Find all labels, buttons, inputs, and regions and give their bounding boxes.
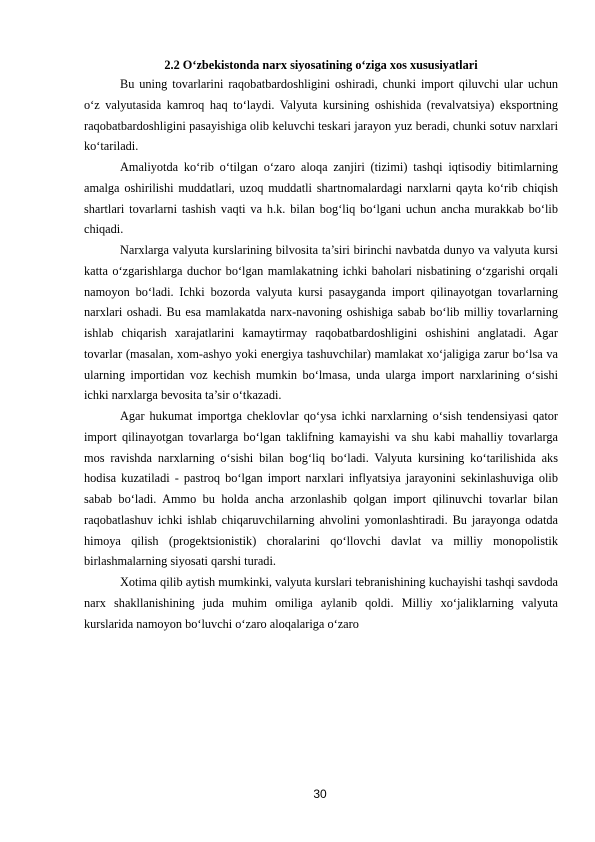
paragraph-1: Bu uning tovarlarini raqobatbardoshligini oshiradi, chunki import qiluvchi ular uchun o‘z valyutasida kamroq haq to‘laydi. Valyuta kursining oshishida (revalvatsiya) eksportning raqobatbardoshligini pasayishiga olib keluvchi teskari jarayon yuz beradi, chunki sotuv narxlari ko‘tariladi. — [84, 77, 558, 154]
paragraph-4: Agar hukumat importga cheklovlar qo‘ysa ichki narxlarning o‘sish tendensiyasi qator import qilinayotgan tovarlarga bo‘lgan taklifning kamayishi va shu kabi mahalliy tovarlarga mos ravishda narxlarning o‘sishi bilan bog‘liq bo‘ladi. Valyuta kursining ko‘tarilishida aks hodisa kuzatiladi - pastroq bo‘lgan import narxlari inflyatsiya jarayonini sekinlashuviga olib sabab bo‘ladi. Ammo bu holda ancha arzonlashib qolgan import qilinuvchi tovarlar bilan raqobatlashuv ichki ishlab chiqaruvchilarning ahvolini yomonlashtiradi. Bu jarayonga odatda himoya qilish (progektsionistik) choralarini qo‘llovchi davlat va milliy monopolistik birlashmalarning siyosati qarshi turadi. — [84, 409, 558, 569]
page-number: 30 — [313, 787, 327, 801]
paragraph-2: Amaliyotda ko‘rib o‘tilgan o‘zaro aloqa zanjiri (tizimi) tashqi iqtisodiy bitimlarning amalga oshirilishi muddatlari, uzoq muddatli shartnomalardagi narxlarni qayta ko‘rib chiqish shartlari tovarlarni tashish vaqti va h.k. bilan bog‘liq bo‘lgani uchun ancha murakkab bo‘lib chiqadi. — [84, 160, 558, 237]
section-title: 2.2 O‘zbekistonda narx siyosatining o‘ziga xos xususiyatlari — [164, 58, 478, 72]
paragraph-3: Narxlarga valyuta kurslarining bilvosita ta’siri birinchi navbatda dunyo va valyuta kursi katta o‘zgarishlarga duchor bo‘lgan mamlakatning ichki baholari nisbatining o‘zgarishi orqali namoyon bo‘ladi. Ichki bozorda valyuta kursi pasayganda import qilinayotgan tovarlarning narxlari oshadi. Bu esa mamlakatda narx-navoning oshishiga sabab bo‘lib milliy tovarlarning ishlab chiqarish xarajatlarini kamaytirmay raqobatbardoshligini oshishini anglatadi. Agar tovarlar (masalan, xom-ashyo yoki energiya tashuvchilar) mamlakat xo‘jaligiga zarur bo‘lsa va ularning importidan voz kechish mumkin bo‘lmasa, unda ularga import narxlarining o‘sishi ichki narxlarga bevosita ta’sir o‘tkazadi. — [84, 243, 558, 403]
body-text — [84, 74, 558, 634]
paragraph-5: Xotima qilib aytish mumkinki, valyuta kurslari tebranishining kuchayishi tashqi savdoda narx shakllanishining juda muhim omiliga aylanib qoldi. Milliy xo‘jaliklarning valyuta kurslarida namoyon bo‘luvchi o‘zaro aloqalariga o‘zaro — [84, 575, 558, 631]
